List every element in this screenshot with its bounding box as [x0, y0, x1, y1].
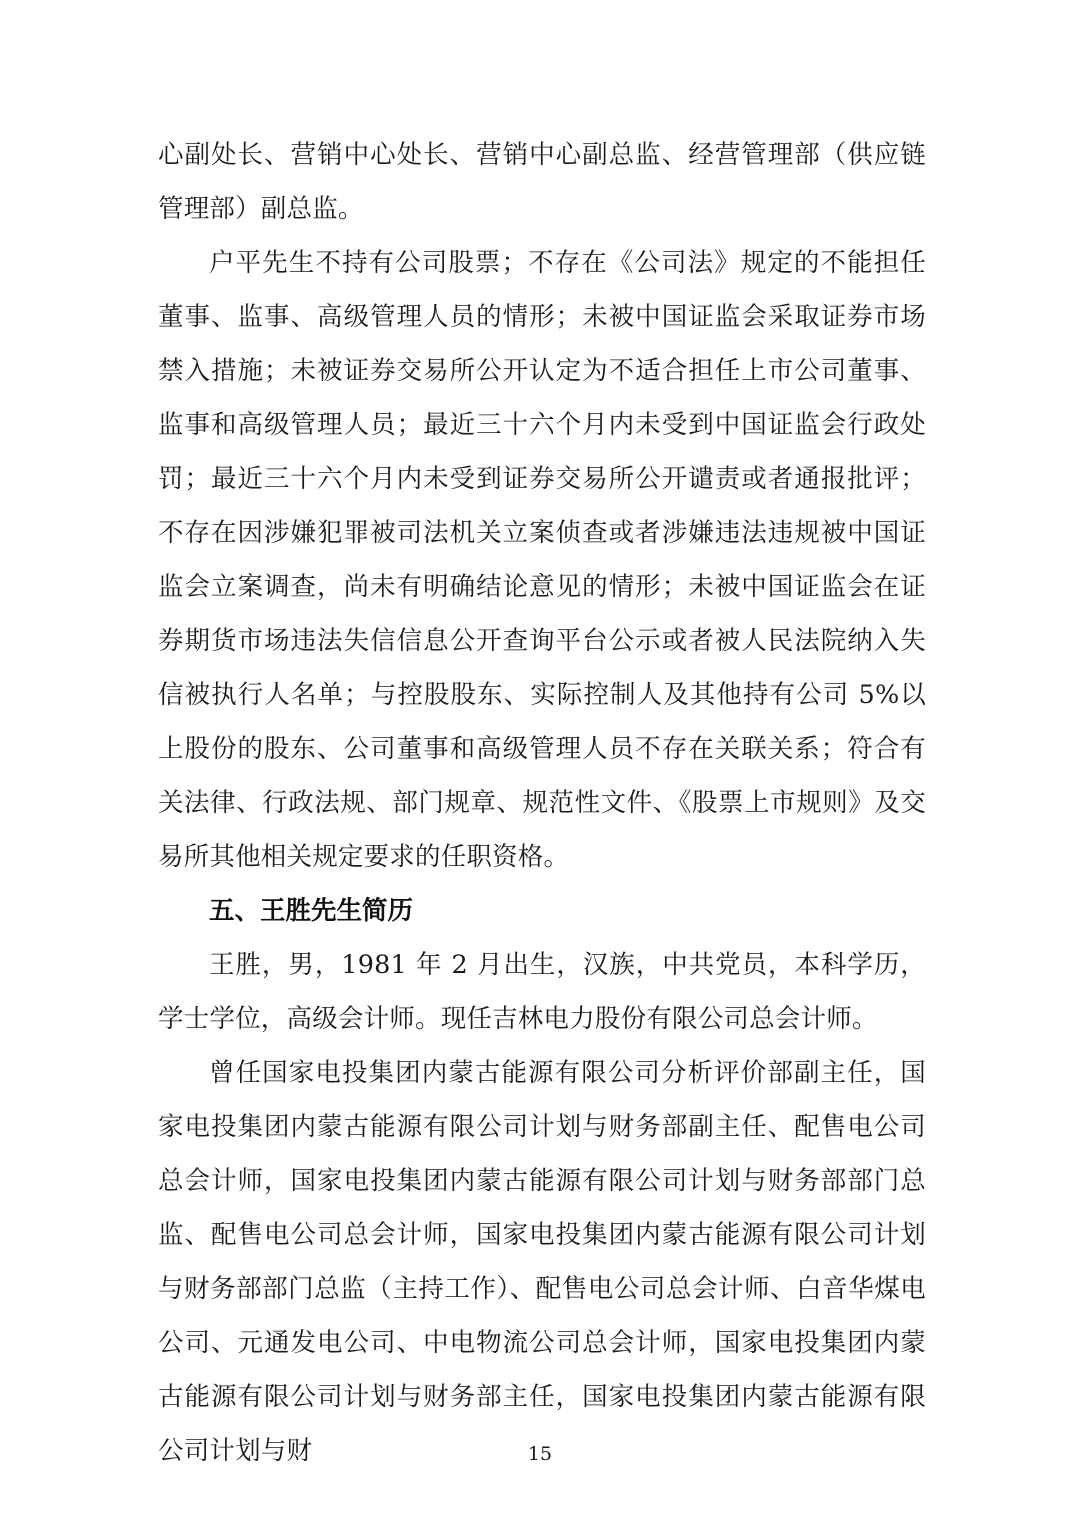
- paragraph-hu-ping-disclosure: 户平先生不持有公司股票；不存在《公司法》规定的不能担任董事、监事、高级管理人员的情形；未被中国证监会采取证券市场禁入措施；未被证券交易所公开认定为不适合担任上市公司董事、监事和高级管理人员；最近三十六个月内未受到中国证监会行政处罚；最近三十六个月内未受到证券交易所公开谴责或者通报批评；不存在因涉嫌犯罪被司法机关立案侦查或者涉嫌违法违规被中国证监会立案调查，尚未有明确结论意见的情形；未被中国证监会在证券期货市场违法失信信息公开查询平台公示或者被人民法院纳入失信被执行人名单；与控股股东、实际控制人及其他持有公司 5%以上股份的股东、公司董事和高级管理人员不存在关联关系；符合有关法律、行政法规、部门规章、规范性文件、《股票上市规则》及交易所其他相关规定要求的任职资格。: [158, 248, 926, 872]
- page-number: 15: [527, 1443, 553, 1465]
- paragraph-wang-sheng-bio: 王胜，男，1981 年 2 月出生，汉族，中共党员，本科学历，学士学位，高级会计师。现任吉林电力股份有限公司总会计师。: [158, 950, 926, 1034]
- paragraph-continuation: 心副处长、营销中心处长、营销中心副总监、经营管理部（供应链管理部）副总监。: [158, 140, 926, 224]
- page-content: [158, 128, 926, 1478]
- paragraph-wang-sheng-career: 曾任国家电投集团内蒙古能源有限公司分析评价部副主任，国家电投集团内蒙古能源有限公司计划与财务部副主任、配售电公司总会计师，国家电投集团内蒙古能源有限公司计划与财务部部门总监、配售电公司总会计师，国家电投集团内蒙古能源有限公司计划与财务部部门总监（主持工作）、配售电公司总会计师、白音华煤电公司、元通发电公司、中电物流公司总会计师，国家电投集团内蒙古能源有限公司计划与财务部主任，国家电投集团内蒙古能源有限公司计划与财: [158, 1058, 926, 1466]
- section-heading-wang-sheng: 五、王胜先生简历: [209, 896, 414, 926]
